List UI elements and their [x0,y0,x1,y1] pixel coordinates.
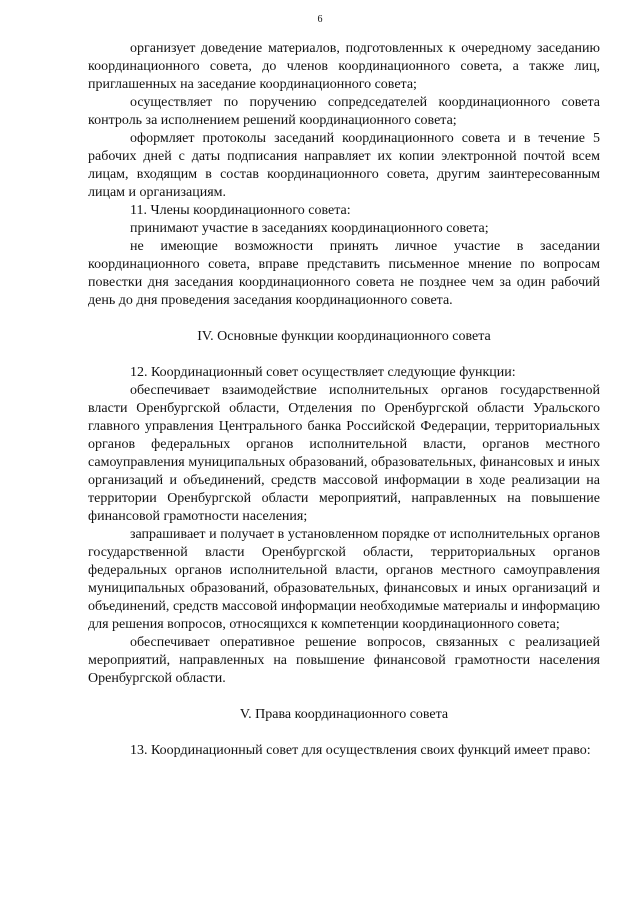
paragraph-item-11: 11. Члены координационного совета: [130,203,351,218]
paragraph: оформляет протоколы заседаний координационного совета и в течение 5 рабочих дней с даты подписания направляет их копии электронной почтой всем лицам, входящим в состав координационного совета, другим заинтересованным лицам и организациям. [88,131,600,200]
section-heading-iv: IV. Основные функции координационного совета [197,329,491,344]
paragraph: организует доведение материалов, подготовленных к очередному заседанию координационного совета, до членов координационного совета, а также лиц, приглашенных на заседание координационного совета; [88,41,600,92]
paragraph: запрашивает и получает в установленном порядке от исполнительных органов государственной власти Оренбургской области, территориальных органов федеральных органов исполнительной власти, органов местного самоуправления муниципальных образований, образовательных, финансовых и иных организаций и объединений, средств массовой информации необходимые материалы и информацию для решения вопросов, относящихся к компетенции координационного совета; [88,527,600,632]
section-heading-v: V. Права координационного совета [239,707,449,722]
paragraph-item-13: 13. Координационный совет для осуществления своих функций имеет право: [130,743,591,758]
paragraph-item-12: 12. Координационный совет осуществляет следующие функции: [130,365,516,380]
paragraph: обеспечивает взаимодействие исполнительных органов государственной власти Оренбургской области, Отделения по Оренбургской области Уральского главного управления Центрального банка Российской Федерации, территориальных органов федеральных органов исполнительной власти, органов местного самоуправления муниципальных образований, образовательных, финансовых и иных организаций и объединений, средств массовой информации в ходе реализации на территории Оренбургской области мероприятий, направленных на повышение финансовой грамотности населения; [88,383,600,524]
page-number: 6 [317,14,323,25]
paragraph: не имеющие возможности принять личное участие в заседании координационного совета, вправе представить письменное мнение по вопросам повестки дня заседания координационного совета не позднее чем за один рабочий день до дня проведения заседания координационного совета. [88,239,600,308]
document-body [88,40,600,760]
paragraph: осуществляет по поручению сопредседателей координационного совета контроль за исполнением решений координационного совета; [88,95,600,128]
paragraph: принимают участие в заседаниях координационного совета; [130,221,489,236]
paragraph: обеспечивает оперативное решение вопросов, связанных с реализацией мероприятий, направленных на повышение финансовой грамотности населения Оренбургской области. [88,635,600,686]
